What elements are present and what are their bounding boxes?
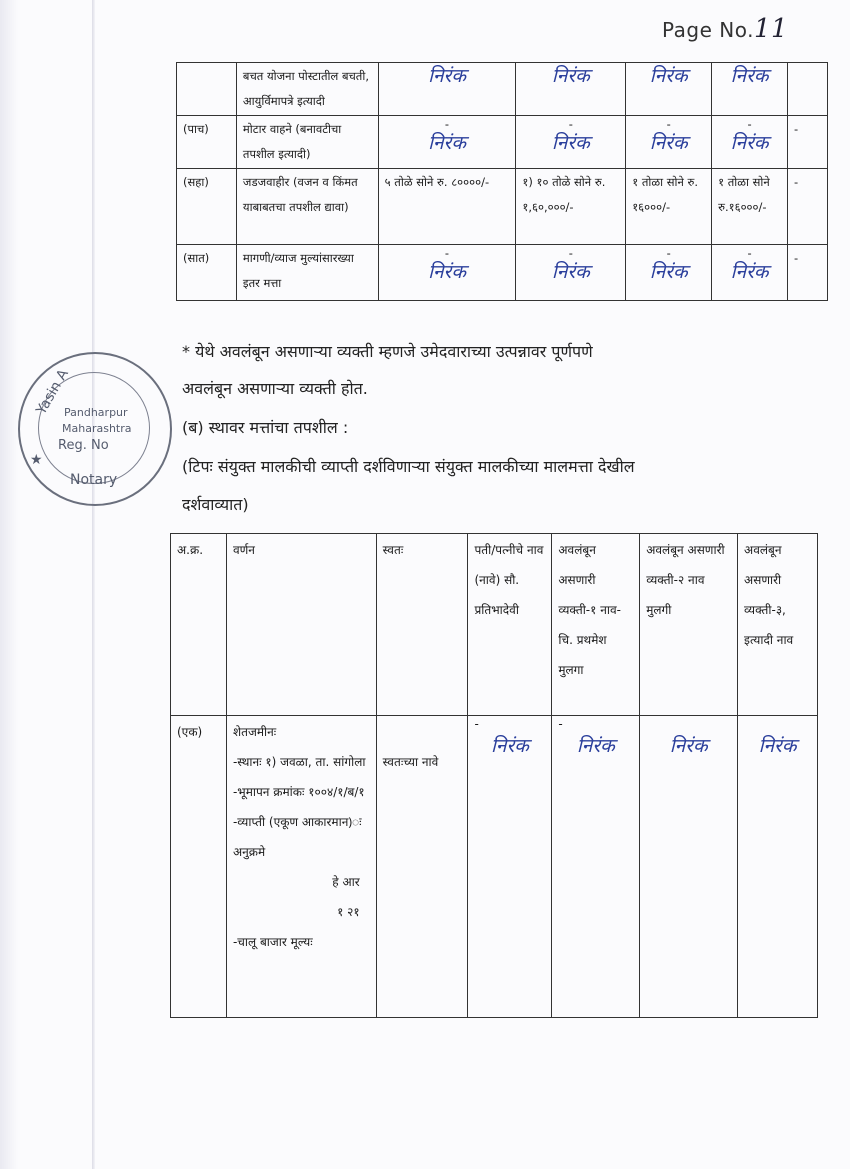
dependent1-value: निरंक	[626, 63, 712, 116]
row-number: (पाच)	[177, 116, 237, 169]
spouse-value: - निरंक	[516, 116, 626, 169]
row-description: जडजवाहीर (वजन व किंमत याबाबतचा तपशील द्यावा)	[236, 169, 378, 245]
row-description: मागणी/व्याज मुल्यांसारख्या इतर मत्ता	[236, 245, 378, 301]
table-row	[177, 245, 828, 301]
self-value: ५ तोळे सोने रु. ८००००/-	[378, 169, 516, 245]
header-dependent2: अवलंबून असणारी व्यक्ती-२ नाव मुलगी	[640, 534, 738, 716]
self-value: स्वतःच्या नावे	[376, 716, 468, 1018]
header-description: वर्णन	[226, 534, 376, 716]
dependent1-value: - निरंक	[552, 716, 640, 1018]
dependent2-value: निरंक	[640, 716, 738, 1018]
dependent2-value: निरंक	[712, 63, 788, 116]
page-number-value: 11	[753, 14, 789, 44]
extra-cell: -	[788, 116, 828, 169]
table-header-row	[171, 534, 818, 716]
extra-cell: -	[788, 245, 828, 301]
dependent1-value: - निरंक	[626, 245, 712, 301]
section-b-heading: (ब) स्थावर मत्तांचा तपशील :	[182, 418, 349, 437]
extra-cell	[788, 63, 828, 116]
tip-line2: दर्शवाव्यात)	[182, 495, 249, 514]
table-row	[177, 116, 828, 169]
row-description: शेतजमीनः -स्थानः १) जवळा, ता. सांगोला -भूमापन क्रमांकः १००४/१/ब/१ -व्याप्ती (एकूण आकारमान)ः अनुक्रमे हे आर १ २१ -चालू बाजार मूल्यः	[226, 716, 376, 1018]
header-dependent3: अवलंबून असणारी व्यक्ती-३, इत्यादी नाव	[738, 534, 818, 716]
table-row	[177, 169, 828, 245]
self-value: - निरंक	[378, 116, 516, 169]
dependent2-value: १ तोळा सोने रु.१६०००/-	[712, 169, 788, 245]
dependent2-value: - निरंक	[712, 116, 788, 169]
page-number	[662, 14, 788, 44]
self-value: - निरंक	[378, 245, 516, 301]
stamp-title: Notary	[70, 472, 118, 488]
stamp-state: Maharashtra	[62, 422, 132, 435]
row-description: बचत योजना पोस्टातील बचती, आयुर्विमापत्रे इत्यादी	[236, 63, 378, 116]
extra-cell: -	[788, 169, 828, 245]
spouse-value: - निरंक	[468, 716, 552, 1018]
table-row	[171, 716, 818, 1018]
spouse-value: - निरंक	[516, 245, 626, 301]
stamp-reg: Reg. No	[58, 438, 109, 453]
spouse-value: निरंक	[516, 63, 626, 116]
self-value: निरंक	[378, 63, 516, 116]
stamp-name: Yasin A	[33, 366, 72, 418]
row-number: (एक)	[171, 716, 227, 1018]
row-number: (सहा)	[177, 169, 237, 245]
row-number: (सात)	[177, 245, 237, 301]
tip-line1: (टिपः संयुक्त मालकीची व्याप्ती दर्शविणाऱ्या संयुक्त मालकीच्या मालमत्ता देखील	[182, 457, 635, 476]
stamp-place: Pandharpur	[64, 406, 128, 419]
dependent1-value: - निरंक	[626, 116, 712, 169]
star-icon: ★	[30, 452, 43, 468]
dependent2-value: - निरंक	[712, 245, 788, 301]
movable-assets-table	[176, 62, 828, 301]
row-number	[177, 63, 237, 116]
row-description: मोटार वाहने (बनावटीचा तपशील इत्यादी)	[236, 116, 378, 169]
spouse-value: १) १० तोळे सोने रु. १,६०,०००/-	[516, 169, 626, 245]
dependent-note-line2: अवलंबून असणाऱ्या व्यक्ती होत.	[182, 379, 368, 398]
header-dependent1: अवलंबून असणारी व्यक्ती-१ नाव- चि. प्रथमेश मुलगा	[552, 534, 640, 716]
table-row	[177, 63, 828, 116]
header-no: अ.क्र.	[171, 534, 227, 716]
page-fold	[92, 0, 95, 1169]
header-self: स्वतः	[376, 534, 468, 716]
page-edge-shadow	[0, 0, 18, 1169]
dependent1-value: १ तोळा सोने रु. १६०००/-	[626, 169, 712, 245]
dependent-note-line1: * येथे अवलंबून असणाऱ्या व्यक्ती म्हणजे उमेदवाराच्या उत्पन्नावर पूर्णपणे	[182, 342, 593, 361]
page-label: Page No.	[662, 18, 754, 42]
notary-stamp	[18, 352, 172, 506]
header-spouse: पती/पत्नीचे नाव (नावे) सौ. प्रतिभादेवी	[468, 534, 552, 716]
dependent3-value: निरंक	[738, 716, 818, 1018]
immovable-assets-table	[170, 533, 818, 1018]
